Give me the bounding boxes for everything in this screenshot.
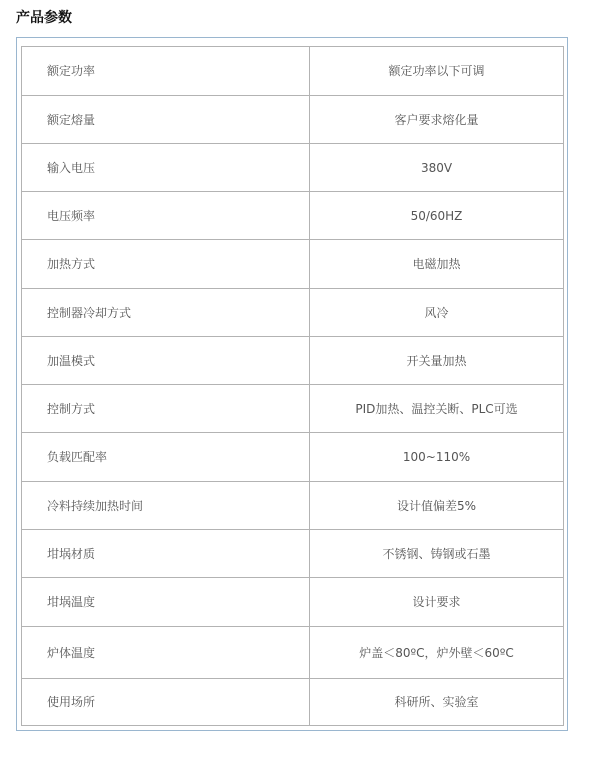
spec-label: 负载匹配率 [22,433,310,482]
spec-value: 额定功率以下可调 [310,47,564,96]
table-row [22,482,564,530]
section-title: 产品参数 [16,10,72,26]
spec-label: 输入电压 [22,144,310,192]
table-row [22,47,564,96]
spec-label: 坩埚温度 [22,578,310,627]
spec-label: 使用场所 [22,679,310,726]
table-row [22,240,564,289]
spec-label: 控制方式 [22,385,310,433]
spec-label: 控制器冷却方式 [22,289,310,337]
table-row [22,337,564,385]
table-row [22,192,564,240]
table-row [22,679,564,726]
spec-label: 加温模式 [22,337,310,385]
table-row [22,530,564,578]
spec-value: 风冷 [310,289,564,337]
spec-value: 科研所、实验室 [310,679,564,726]
spec-value: 炉盖＜80ºC，炉外壁＜60ºC [310,627,564,679]
spec-value: 50/60HZ [310,192,564,240]
table-row [22,385,564,433]
spec-value: 设计值偏差5% [310,482,564,530]
spec-label: 电压频率 [22,192,310,240]
spec-label: 炉体温度 [22,627,310,679]
spec-value: 不锈钢、铸钢或石墨 [310,530,564,578]
spec-value: PID加热、温控关断、PLC可选 [310,385,564,433]
spec-label: 坩埚材质 [22,530,310,578]
table-row [22,144,564,192]
spec-label: 额定功率 [22,47,310,96]
spec-label: 冷料持续加热时间 [22,482,310,530]
spec-label: 加热方式 [22,240,310,289]
spec-value: 电磁加热 [310,240,564,289]
table-row [22,289,564,337]
spec-value: 100~110% [310,433,564,482]
table-row [22,96,564,144]
table-row [22,433,564,482]
spec-value: 客户要求熔化量 [310,96,564,144]
table-row [22,578,564,627]
spec-value: 380V [310,144,564,192]
spec-label: 额定熔量 [22,96,310,144]
spec-value: 设计要求 [310,578,564,627]
spec-value: 开关量加热 [310,337,564,385]
table-row [22,627,564,679]
spec-table [21,46,564,726]
